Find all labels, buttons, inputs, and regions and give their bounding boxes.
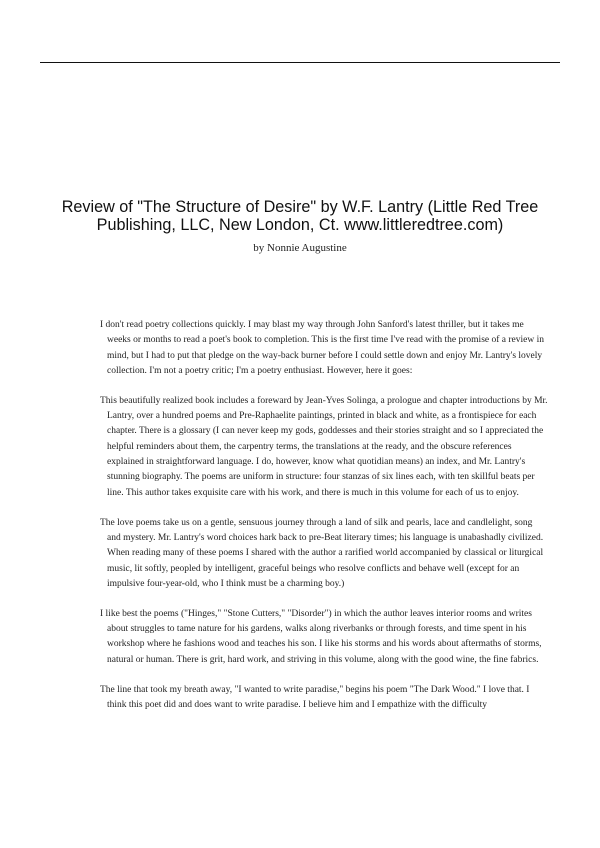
paragraph: The love poems take us on a gentle, sensuous journey through a land of silk and pearls, lace and candlelight, song and mystery. Mr. Lantry's word choices hark back to pre-Beat literary times; his language is unabashadly civilized. When reading many of these poems I shared with the author a rarified world accompanied by classical or liturgical music, lit softly, peopled by intelligent, graceful beings who resolve conflicts and behave well (except for an impulsive four-year-old, who I think must be a charming boy.) (100, 517, 544, 589)
review-body (100, 318, 548, 728)
author-byline: by Nonnie Augustine (253, 242, 347, 254)
paragraph: This beautifully realized book includes a foreward by Jean-Yves Solinga, a prologue and chapter introductions by Mr. Lantry, over a hundred poems and Pre-Raphaelite paintings, printed in black and white, as a frontispiece for each chapter. There is a glossary (I can never keep my gods, goddesses and their stories straight and so I appreciated the helpful reminders about them, the carpentry terms, the translations at the ready, and the obscure references explained in straightforward language. I do, however, know what quotidian means) an index, and Mr. Lantry's stunning biography. The poems are uniform in structure: four stanzas of six lines each, with ten skillful beats per line. This author takes exquisite care with his work, and there is much in this volume for each of us to enjoy. (100, 395, 548, 498)
paragraph: The line that took my breath away, "I wanted to write paradise," begins his poem "The Dark Wood." I love that. I think this poet did and does want to write paradise. I believe him and I empathize with the difficulty (100, 684, 530, 710)
paragraph: I don't read poetry collections quickly. I may blast my way through John Sanford's latest thriller, but it takes me weeks or months to read a poet's book to completion. This is the first time I've read with the promise of a review in mind, but I had to put that pledge on the way-back burner before I could settle down and enjoy Mr. Lantry's lovely collection. I'm not a poetry critic; I'm a poetry enthusiast. However, here it goes: (100, 320, 544, 376)
header-rule (40, 62, 560, 63)
review-title: Review of "The Structure of Desire" by W.F. Lantry (Little Red Tree Publishing, LLC, New London, Ct. www.littleredtree.com) (61, 198, 539, 234)
paragraph: I like best the poems ("Hinges," "Stone Cutters," "Disorder") in which the author leaves interior rooms and writes about struggles to tame nature for his gardens, walks along riverbanks or through forests, and time spent in his workshop where he fashions wood and teaches his son. I like his storms and his words about aftermaths of storms, natural or human. There is grit, hard work, and striving in this volume, along with the good wine, the fine fabrics. (100, 608, 542, 665)
